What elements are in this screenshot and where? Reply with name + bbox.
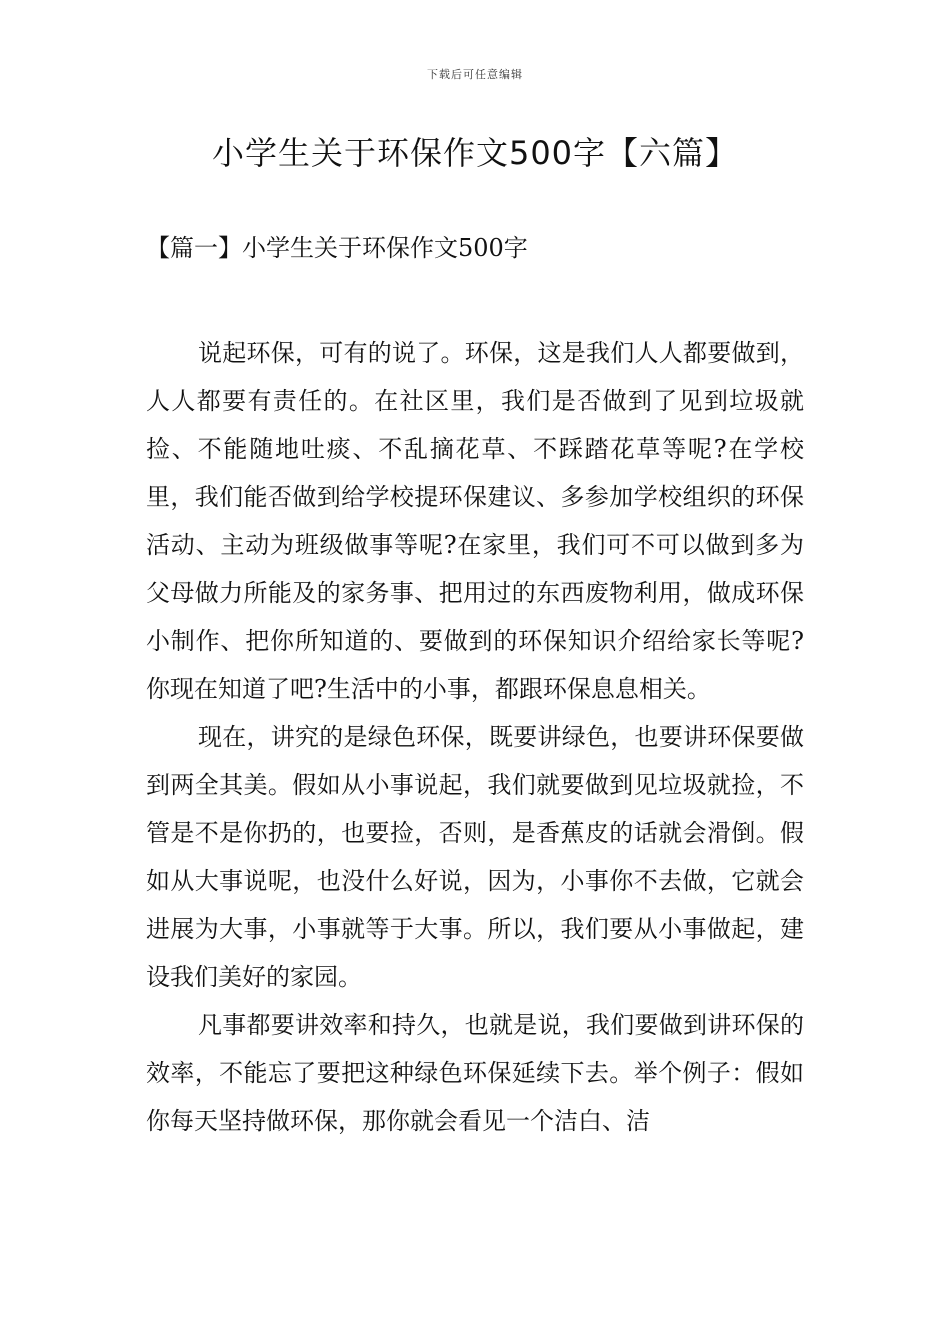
- header-note: 下载后可任意编辑: [427, 68, 523, 81]
- document-title: 小学生关于环保作文500字【六篇】: [211, 134, 739, 172]
- paragraph-1: 说起环保，可有的说了。环保，这是我们人人都要做到，人人都要有责任的。在社区里，我们是否做到了见到垃圾就捡、不能随地吐痰、不乱摘花草、不踩踏花草等呢?在学校里，我们能否做到给学校提环保建议、多参加学校组织的环保活动、主动为班级做事等呢?在家里，我们可不可以做到多为父母做力所能及的家务事、把用过的东西废物利用，做成环保小制作、把你所知道的、要做到的环保知识介绍给家长等呢?你现在知道了吧?生活中的小事，都跟环保息息相关。: [146, 339, 804, 703]
- section-heading: 【篇一】小学生关于环保作文500字: [146, 234, 528, 262]
- paragraph-3: 凡事都要讲效率和持久，也就是说，我们要做到讲环保的效率，不能忘了要把这种绿色环保延续下去。举个例子：假如你每天坚持做环保，那你就会看见一个洁白、洁: [146, 1011, 804, 1135]
- essay-body: [146, 329, 804, 1145]
- paragraph-2: 现在，讲究的是绿色环保，既要讲绿色，也要讲环保要做到两全其美。假如从小事说起，我们就要做到见垃圾就捡，不管是不是你扔的，也要捡，否则，是香蕉皮的话就会滑倒。假如从大事说呢，也没什么好说，因为，小事你不去做，它就会进展为大事，小事就等于大事。所以，我们要从小事做起，建设我们美好的家园。: [146, 723, 804, 991]
